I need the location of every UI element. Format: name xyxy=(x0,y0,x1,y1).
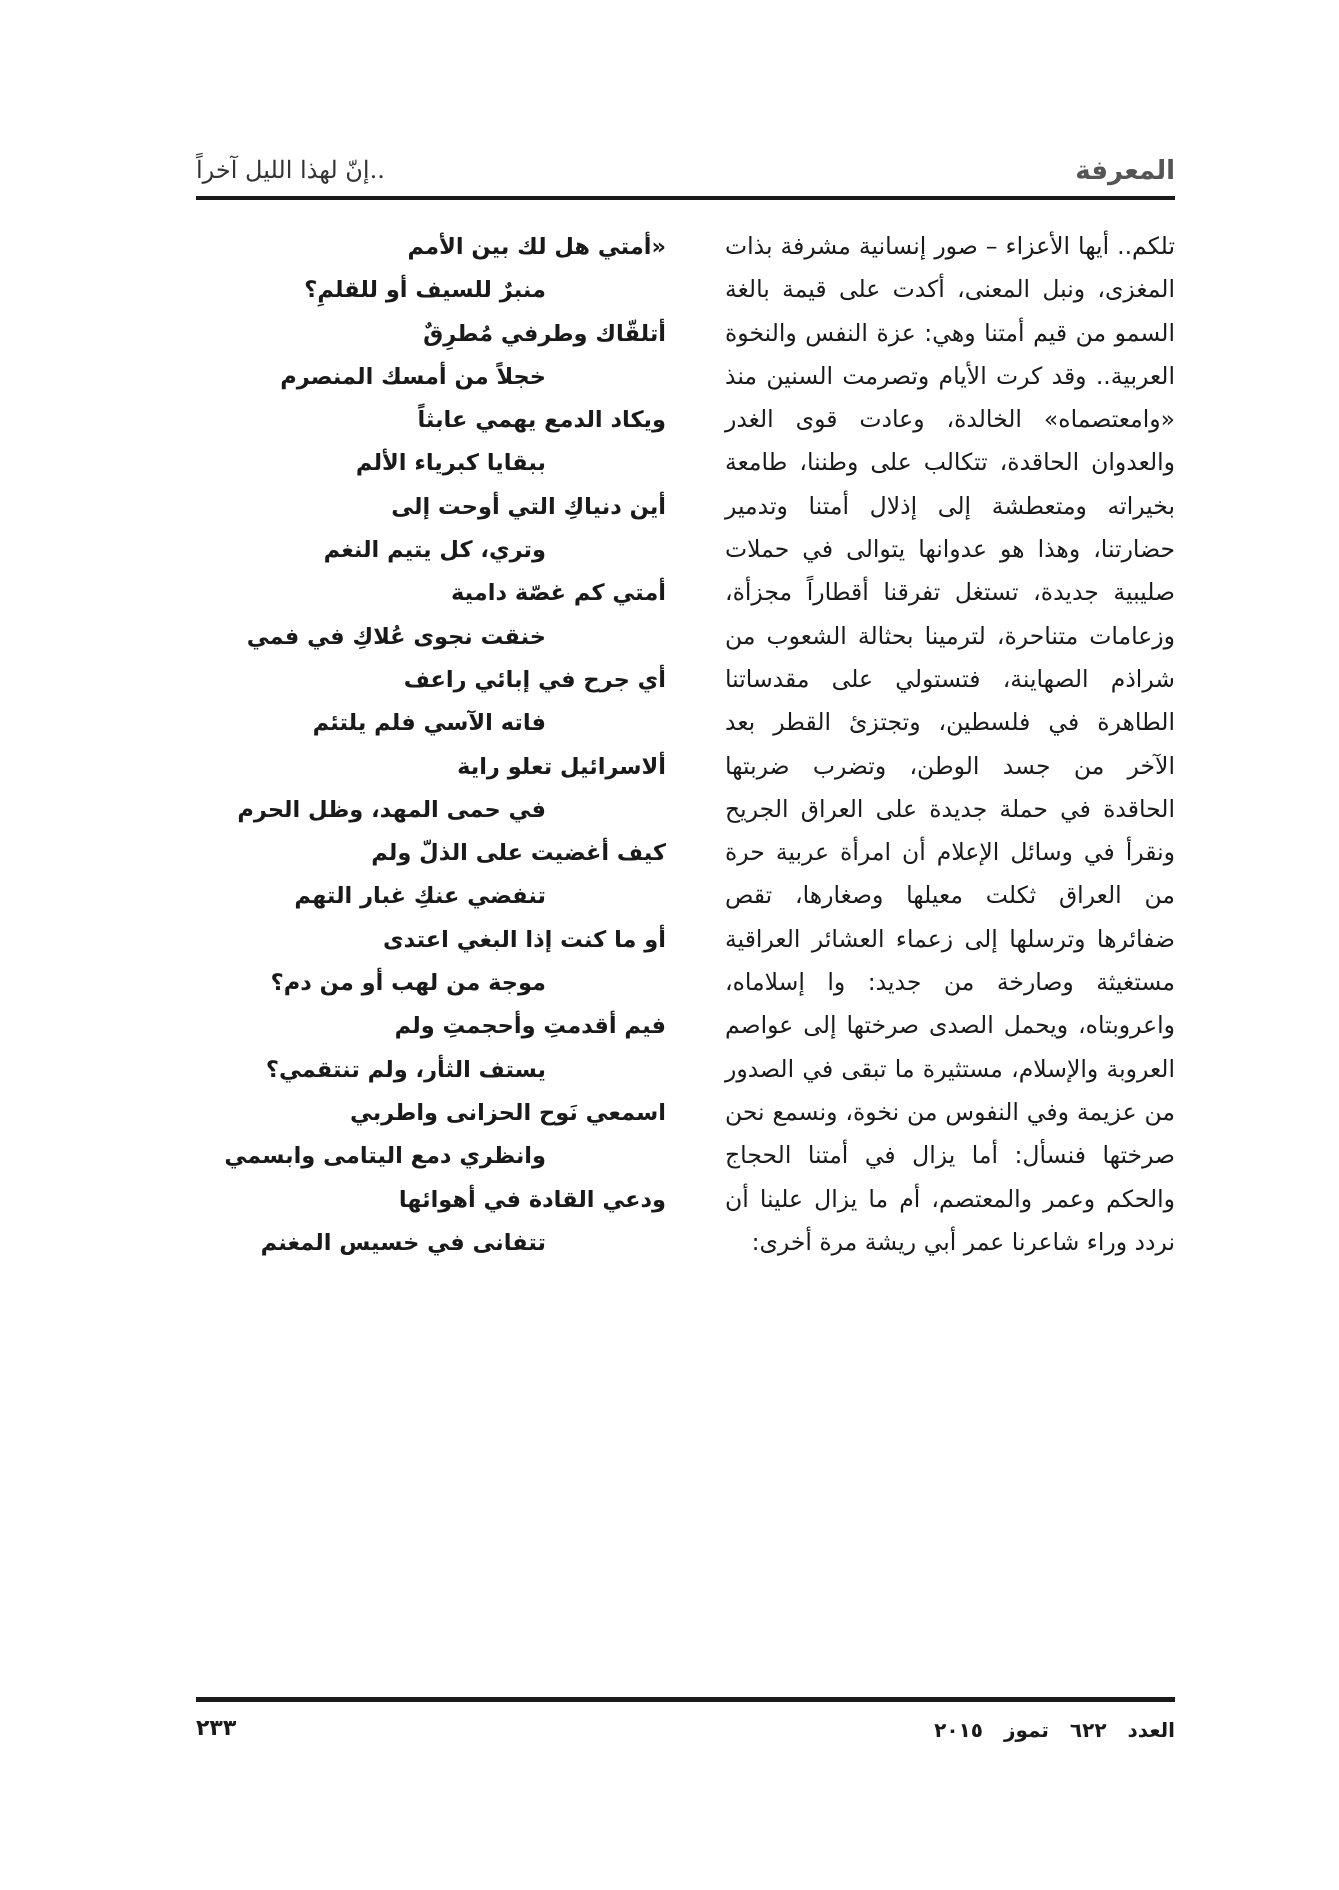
poem-line: «أمتي هل لك بين الأمم xyxy=(407,234,666,260)
issue-year: ٢٠١٥ xyxy=(934,1718,983,1742)
poem-line: فيم أقدمتِ وأحجمتِ ولم xyxy=(394,1013,666,1040)
header-rule xyxy=(196,196,1175,200)
article-body-text: تلكم.. أيها الأعزاء – صور إنسانية مشرفة بذات المغزى، ونبل المعنى، أكدت على قيمة بالغة السمو من قيم أمتنا وهي: عزة النفس والنخوة العربية.. وقد كرت الأيام وتصرمت السنين منذ «وامعتصماه» الخالدة، وعادت قوى الغدر والعدوان الحاقدة، تتكالب على وطننا، طامعة بخيراته ومتعطشة إلى إذلال أمتنا وتدمير حضارتنا، وهذا هو عدوانها يتوالى في حملات صليبية جديدة، تستغل تفرقنا أقطاراً مجزأة، وزعامات متناحرة، لترمينا بحثالة الشعوب من شراذم الصهاينة، فتستولي على مقدساتنا الطاهرة في فلسطين، وتجتزئ القطر بعد الآخر من جسد الوطن، وتضرب ضربتها الحاقدة في حملة جديدة على العراق الجريح ونقرأ في وسائل الإعلام أن امرأة عربية حرة من العراق ثكلت معيلها وصغارها، تقص ضفائرها وترسلها إلى زعماء العشائر العراقية مستغيثة وصارخة من جديد: وا إسلاماه، واعروبتاه، ويحمل الصدى صرختها إلى عواصم العروبة والإسلام، مستثيرة ما تبقى في الصدور من عزيمة وفي النفوس من نخوة، ونسمع نحن صرختها فنسأل: أما يزال في أمتنا الحجاج والحكم وعمر والمعتصم، أم ما يزال علينا أن نردد وراء شاعرنا عمر أبي ريشة مرة أخرى: xyxy=(725,232,1175,1256)
poem-line: أو ما كنت إذا البغي اعتدى xyxy=(383,926,666,953)
running-title: إنّ لهذا الليل آخراً.. xyxy=(196,156,385,184)
poem-line: ودعي القادة في أهوائها xyxy=(398,1186,666,1213)
poem-line: في حمى المهد، وظل الحرم xyxy=(237,796,546,823)
poem-verses xyxy=(196,226,666,1265)
poem-line: تنفضي عنكِ غبار التهم xyxy=(294,883,546,910)
poem-line: موجة من لهب أو من دم؟ xyxy=(270,970,546,997)
poem-line: خجلاً من أمسك المنصرم xyxy=(280,363,546,390)
poem-line: أتلقّاك وطرفي مُطرِقٌ xyxy=(423,320,666,347)
poem-line: أمتي كم غصّة دامية xyxy=(450,580,666,607)
footer-rule xyxy=(196,1697,1175,1702)
poem-line: وتري، كل يتيم النغم xyxy=(323,537,546,564)
poem-line: منبرٌ للسيف أو للقلمِ؟ xyxy=(304,277,546,304)
issue-month: تموز xyxy=(1003,1718,1049,1742)
poem-line: ألاسرائيل تعلو راية xyxy=(457,753,666,780)
poem-line: اسمعي نَوح الحزانى واطربي xyxy=(349,1099,666,1126)
page-number: ٢٣٣ xyxy=(196,1716,237,1741)
poem-line: أي جرح في إبائي راعف xyxy=(403,666,666,693)
poem-line: تتفانى في خسيس المغنم xyxy=(260,1229,546,1256)
magazine-logo: المعرفة xyxy=(1075,156,1175,186)
poem-line: ويكاد الدمع يهمي عابثاً xyxy=(417,407,666,434)
poem-line: كيف أغضيت على الذلّ ولم xyxy=(371,840,666,867)
poem-line: خنقت نجوى عُلاكِ في فمي xyxy=(246,623,546,650)
poem-line: ببقايا كبرياء الألم xyxy=(355,450,546,477)
poem-line: فاته الآسي فلم يلتئم xyxy=(312,710,546,737)
issue-number: ٦٢٢ xyxy=(1069,1718,1107,1742)
page-header xyxy=(196,150,1175,198)
poem-line: أين دنياكِ التي أوحت إلى xyxy=(391,493,666,520)
poem-line: وانظري دمع اليتامى وابسمي xyxy=(224,1143,546,1170)
issue-label: العدد xyxy=(1127,1718,1175,1742)
poem-line: يستف الثأر، ولم تنتقمي؟ xyxy=(265,1056,546,1083)
issue-info xyxy=(920,1718,1175,1742)
